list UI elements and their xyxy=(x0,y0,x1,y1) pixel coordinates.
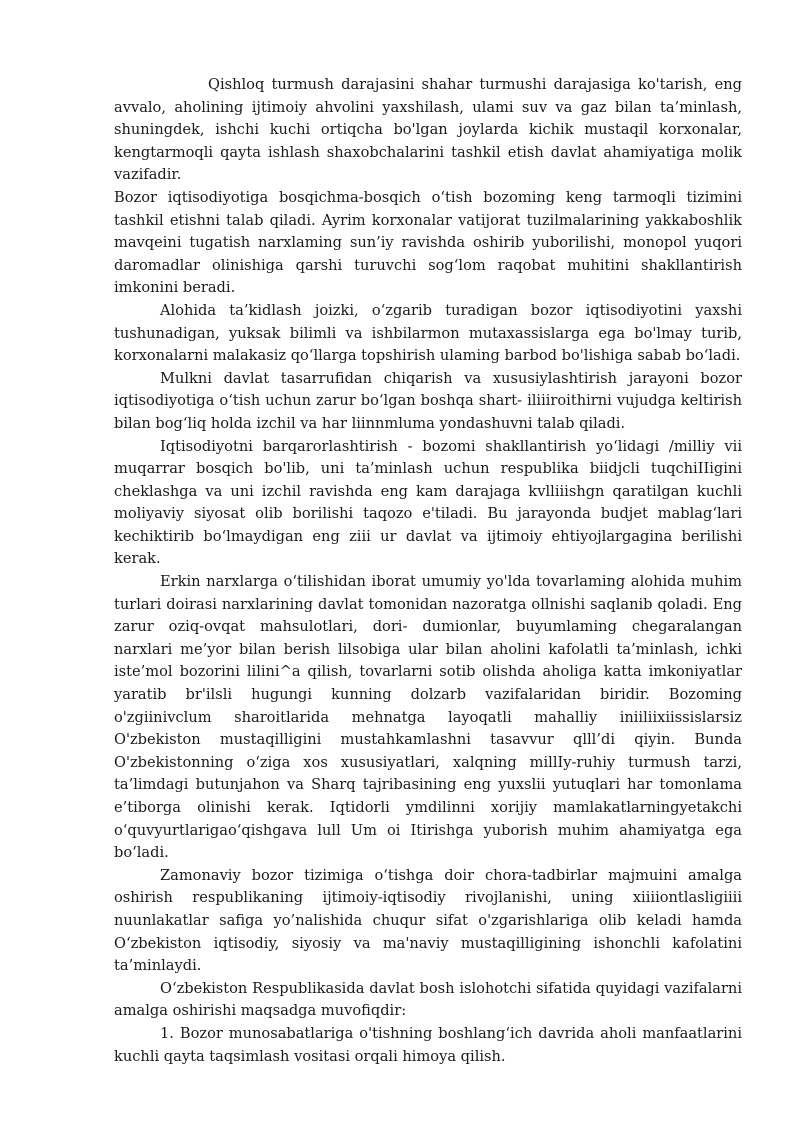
paragraph: Alohida ta’kidlash joizki, o‘zgarib turadigan bozor iqtisodiyotini yaxshi tushunadigan, yuksak bilimli va ishbilarmon mutaxassislarga ega bo'lmay turib, korxonalarni malakasiz qo‘llarga topshirish ulaming barbod bo'lishiga sabab bo‘ladi. xyxy=(114,301,742,365)
paragraph: Zamonaviy bozor tizimiga o‘tishga doir chora-tadbirlar majmuini amalga oshirish respublikaning ijtimoiy-iqtisodiy rivojlanishi, uning xiiiiontlasligiiii nuunlakatlar safiga yo’nalishida chuqur sifat o'zgarishlariga olib keladi hamda O‘zbekiston iqtisodiy, siyosiy va ma'naviy mustaqilligining ishonchli kafolatini ta’minlaydi. xyxy=(114,866,742,975)
paragraph: Mulkni davlat tasarrufidan chiqarish va xususiylashtirish jarayoni bozor iqtisodiyotiga o‘tish uchun zarur bo‘lgan boshqa shart- iliiiroithirni vujudga keltirish bilan bog‘liq holda izchil va har liinnmluma yondashuvni talab qiladi. xyxy=(114,369,742,432)
document-page xyxy=(114,74,742,1068)
list-item: 1. Bozor munosabatlariga o'tishning boshlang‘ich davrida aholi manfaatlarini kuchli qayta taqsimlash vositasi orqali himoya qilish. xyxy=(114,1024,742,1065)
paragraph: Iqtisodiyotni barqarorlashtirish - bozomi shakllantirish yo‘lidagi /milliy vii muqarrar bosqich bo'lib, uni ta’minlash uchun respublika biidjcli tuqchiIIigini cheklashga va uni izchil ravishda eng kam darajaga kvlliiishgn qaratilgan kuchli moliyaviy siyosat olib borilishi taqozo e'tiladi. Bu jarayonda budjet mablag‘lari kechiktirib bo‘lmaydigan eng ziii ur davlat va ijtimoiy ehtiyojlargagina berilishi kerak. xyxy=(114,437,742,568)
paragraph: Bozor iqtisodiyotiga bosqichma-bosqich o‘tish bozoming keng tarmoqli tizimini tashkil etishni talab qiladi. Ayrim korxonalar vatijorat tuzilmalarining yakkaboshlik mavqeini tugatish narxlaming sun’iy ravishda oshirib yuborilishi, monopol yuqori daromadlar olinishiga qarshi turuvchi sog‘lom raqobat muhitini shakllantirish imkonini beradi. xyxy=(114,188,742,297)
paragraph: O‘zbekiston Respublikasida davlat bosh islohotchi sifatida quyidagi vazifalarni amalga oshirishi maqsadga muvofiqdir: xyxy=(114,979,742,1020)
paragraph: Qishloq turmush darajasini shahar turmushi darajasiga ko'tarish, eng avvalo, aholining ijtimoiy ahvolini yaxshilash, ulami suv va gaz bilan ta’minlash, shuningdek, ishchi kuchi ortiqcha bo'lgan joylarda kichik mustaqil korxonalar, kengtarmoqli qayta ishlash shaxobchalarini tashkil etish davlat ahamiyatiga molik vazifadir. xyxy=(114,76,742,184)
paragraph: Erkin narxlarga o‘tilishidan iborat umumiy yo'lda tovarlaming alohida muhim turlari doirasi narxlarining davlat tomonidan nazoratga ollnishi saqlanib qoladi. Eng zarur oziq-ovqat mahsulotlari, dori- dumionlar, buyumlaming chegaralangan narxlari me’yor bilan berish lilsobiga ular bilan aholini kafolatli ta’minlash, ichki iste’mol bozorini lilini^a qilish, tovarlarni sotib olishda aholiga katta imkoniyatlar yaratib br'ilsli hugungi kunning dolzarb vazifalaridan biridir. Bozoming o'zgiinivclum sharoitlarida mehnatga layoqatli mahalliy iniiliixiissislarsiz O'zbekiston mustaqilligini mustahkamlashni tasavvur qlll’di qiyin. Bunda O'zbekistonning o‘ziga xos xususiyatlari, xalqning millIy-ruhiy turmush tarzi, ta’limdagi butunjahon va Sharq tajribasining eng yuxslii yutuqlari har tomonlama e’tiborga olinishi kerak. Iqtidorli ymdilinni xorijiy mamlakatlarningyetakchi o‘quvyurtlarigao‘qishgava lull Um oi Itirishga yuborish muhim ahamiyatga ega bo‘ladi. xyxy=(114,573,742,862)
